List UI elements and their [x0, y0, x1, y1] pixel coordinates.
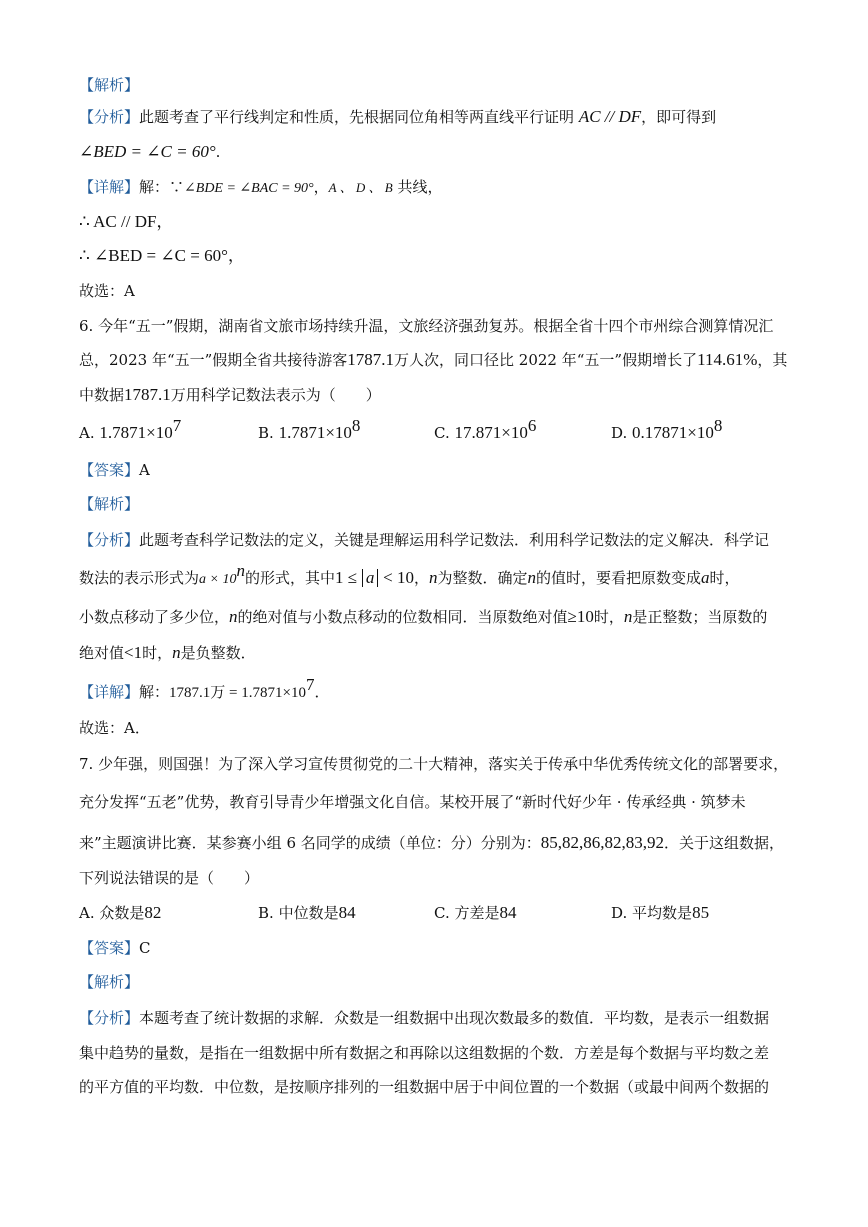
jiexi-tag: 【解析】 [79, 76, 140, 94]
q7-stem-line3: 来”主题演讲比赛．某参赛小组 6 名同学的成绩（单位：分）分别为：85,82,86,82,83,92．关于这组数据， [79, 833, 785, 852]
q6-analysis-line3: 小数点移动了多少位，n的绝对值与小数点移动的位数相同．当原数绝对值≥10时，n是正整数；当原数的 [79, 607, 768, 626]
q6-answer: 【答案】A [79, 461, 150, 479]
q5-choose: 故选：A [79, 282, 135, 300]
q6-detail: 【详解】解：1787.1万 = $1.7871\times 10^7$． [79, 675, 330, 701]
q7-jiexi-tag: 【解析】 [79, 973, 140, 991]
q6-option-a[interactable]: A. $1.7871\times 10^7$ [79, 416, 182, 442]
q7-answer: 【答案】C [79, 939, 151, 957]
q7-stem-line2: 充分发挥“五老”优势，教育引导青少年增强文化自信。某校开展了“新时代好少年 · 传承经典 · 筑梦未 [79, 793, 746, 811]
q6-option-c[interactable]: C. $17.871\times 10^6$ [434, 416, 537, 442]
q6-analysis-line4: 绝对值<1时，n是负整数． [79, 643, 256, 662]
q6-stem-line2: 总，2023 年“五一”假期全省共接待游客1787.1万人次，同口径比 2022 年“五一”假期增长了114.61%，其 [79, 350, 788, 369]
q7-analysis-line1: 【分析】本题考查了统计数据的求解．众数是一组数据中出现次数最多的数值．平均数，是表示一组数据 [79, 1009, 770, 1027]
q6-option-d[interactable]: D. $0.17871\times 10^8$ [611, 416, 723, 442]
q6-option-b[interactable]: B. $1.7871\times 10^8$ [258, 416, 361, 442]
q6-jiexi-tag: 【解析】 [79, 495, 140, 513]
q6-analysis-line2: 数法的表示形式为$a \times 10^n$的形式，其中1 ≤ a < 10，n为整数．确定n的值时，要看把原数变成a时， [79, 561, 740, 587]
q5-detail-line3: ∴ ∠BED = ∠C = 60°， [79, 246, 245, 265]
q5-analysis-line1: 【分析】此题考查了平行线判定和性质，先根据同位角相等两直线平行证明 AC // DF，即可得到 [79, 107, 717, 126]
q5-detail-line2: ∴ AC // DF， [79, 212, 174, 231]
abs-value-a: a [362, 569, 379, 587]
fenxi-tag: 【分析】 [79, 108, 140, 126]
math-parallel: AC // DF [578, 107, 642, 126]
q6-analysis-line1: 【分析】此题考查科学记数法的定义，关键是理解运用科学记数法．利用科学记数法的定义解决．科学记 [79, 531, 770, 549]
q7-analysis-line3: 的平方值的平均数．中位数，是按顺序排列的一组数据中居于中间位置的一个数据（或最中间两个数据的 [79, 1078, 770, 1096]
q5-analysis-line2: ∠BED = ∠C = 60°. [79, 142, 221, 161]
q7-option-a[interactable]: A. 众数是82 [79, 903, 162, 922]
answer-tag: 【答案】 [79, 461, 140, 479]
q6-stem-line1: 6. 今年“五一”假期，湖南省文旅市场持续升温，文旅经济强劲复苏。根据全省十四个市州综合测算情况汇 [79, 317, 774, 335]
q7-option-b[interactable]: B. 中位数是84 [258, 903, 356, 922]
q7-option-d[interactable]: D. 平均数是85 [611, 903, 710, 922]
math-angle-eq: ∠BED = ∠C = 60° [79, 142, 216, 161]
q7-stem-line1: 7. 少年强，则国强！为了深入学习宣传贯彻党的二十大精神，落实关于传承中华优秀传统文化的部署要求， [79, 755, 789, 773]
q6-choose: 故选：A． [79, 719, 150, 737]
xiangjie-tag: 【详解】 [79, 178, 140, 196]
q5-detail-line1: 【详解】解：∵∠BDE = ∠BAC = 90°，A 、 D 、 B 共线， [79, 178, 443, 196]
q6-stem-line3: 中数据1787.1万用科学记数法表示为（ ） [79, 385, 381, 404]
q7-stem-line4: 下列说法错误的是（ ） [79, 869, 260, 887]
q7-option-c[interactable]: C. 方差是84 [434, 903, 517, 922]
q7-analysis-line2: 集中趋势的量数，是指在一组数据中所有数据之和再除以这组数据的个数．方差是每个数据与平均数之差 [79, 1044, 770, 1062]
